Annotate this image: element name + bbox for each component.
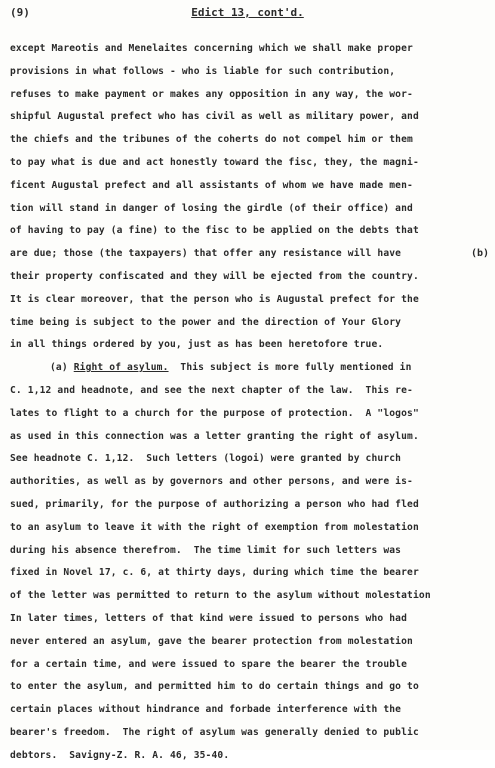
text-line: are due; those (the taxpayers) that offer any resistance will have [10,248,402,260]
text-line: See headnote C. 1,12. Such letters (logoi) were granted by church [10,453,402,465]
text-line: provisions in what follows - who is liable for such contribution, [10,65,396,77]
text-line: It is clear moreover, that the person who is Augustal prefect for the [10,293,419,305]
text-line: authorities, as well as by governors and other persons, and were is- [10,476,413,488]
text-line: to pay what is due and act honestly toward the fisc, they, the magni- [10,156,419,168]
text-line: shipful Augustal prefect who has civil as well as military power, and [10,111,419,123]
page-header [10,6,485,24]
margin-note: (b) [470,248,489,259]
text-line: lates to flight to a church for the purpose of protection. A "logos" [10,407,419,419]
text-line: to enter the asylum, and permitted him to do certain things and go to [10,681,419,693]
text-line: time being is subject to the power and the direction of Your Glory [10,316,402,328]
text-line: as used in this connection was a letter granting the right of asylum. [10,430,419,442]
section-title: Right of asylum. [73,362,169,374]
text-line: never entered an asylum, gave the bearer protection from molestation [10,635,413,647]
section-heading-line [10,357,485,380]
text-line: C. 1,12 and headnote, and see the next chapter of the law. This re- [10,384,413,396]
text-line: for a certain time, and were issued to spare the bearer the trouble [10,658,408,670]
text-line: ficent Augustal prefect and all assistants of whom we have made men- [10,179,413,191]
body-text [10,38,485,768]
text-line: bearer's freedom. The right of asylum was generally denied to public [10,726,419,738]
page-number: (9) [10,6,30,19]
section-rest: This subject is more fully mentioned in [168,362,412,374]
text-line: In later times, letters of that kind were issued to persons who had [10,612,408,624]
section-label: (a) [50,362,68,374]
text-line: their property confiscated and they will be ejected from the country. [10,270,419,282]
text-line: in all things ordered by you, just as has been heretofore true. [10,339,384,351]
text-line: refuses to make payment or makes any opposition in any way, the wor- [10,88,413,100]
page-heading: Edict 13, cont'd. [191,6,304,19]
text-line: during his absence therefrom. The time limit for such letters was [10,544,402,556]
text-line: of the letter was permitted to return to the asylum without molestation [10,590,431,602]
text-line: to an asylum to leave it with the right of exemption from molestation [10,521,419,533]
text-line: the chiefs and the tribunes of the coherts do not compel him or them [10,134,413,146]
text-line: of having to pay (a fine) to the fisc to be applied on the debts that [10,225,419,237]
text-line: fixed in Novel 17, c. 6, at thirty days, during which time the bearer [10,567,419,579]
text-line: certain places without hindrance and forbade interference with the [10,704,402,716]
text-line: except Mareotis and Menelaites concerning which we shall make proper [10,43,413,54]
text-line: debtors. Savigny-Z. R. A. 46, 35-40. [10,749,230,761]
text-line: sued, primarily, for the purpose of authorizing a person who had fled [10,498,419,510]
text-line: tion will stand in danger of losing the girdle (of their office) and [10,202,413,214]
